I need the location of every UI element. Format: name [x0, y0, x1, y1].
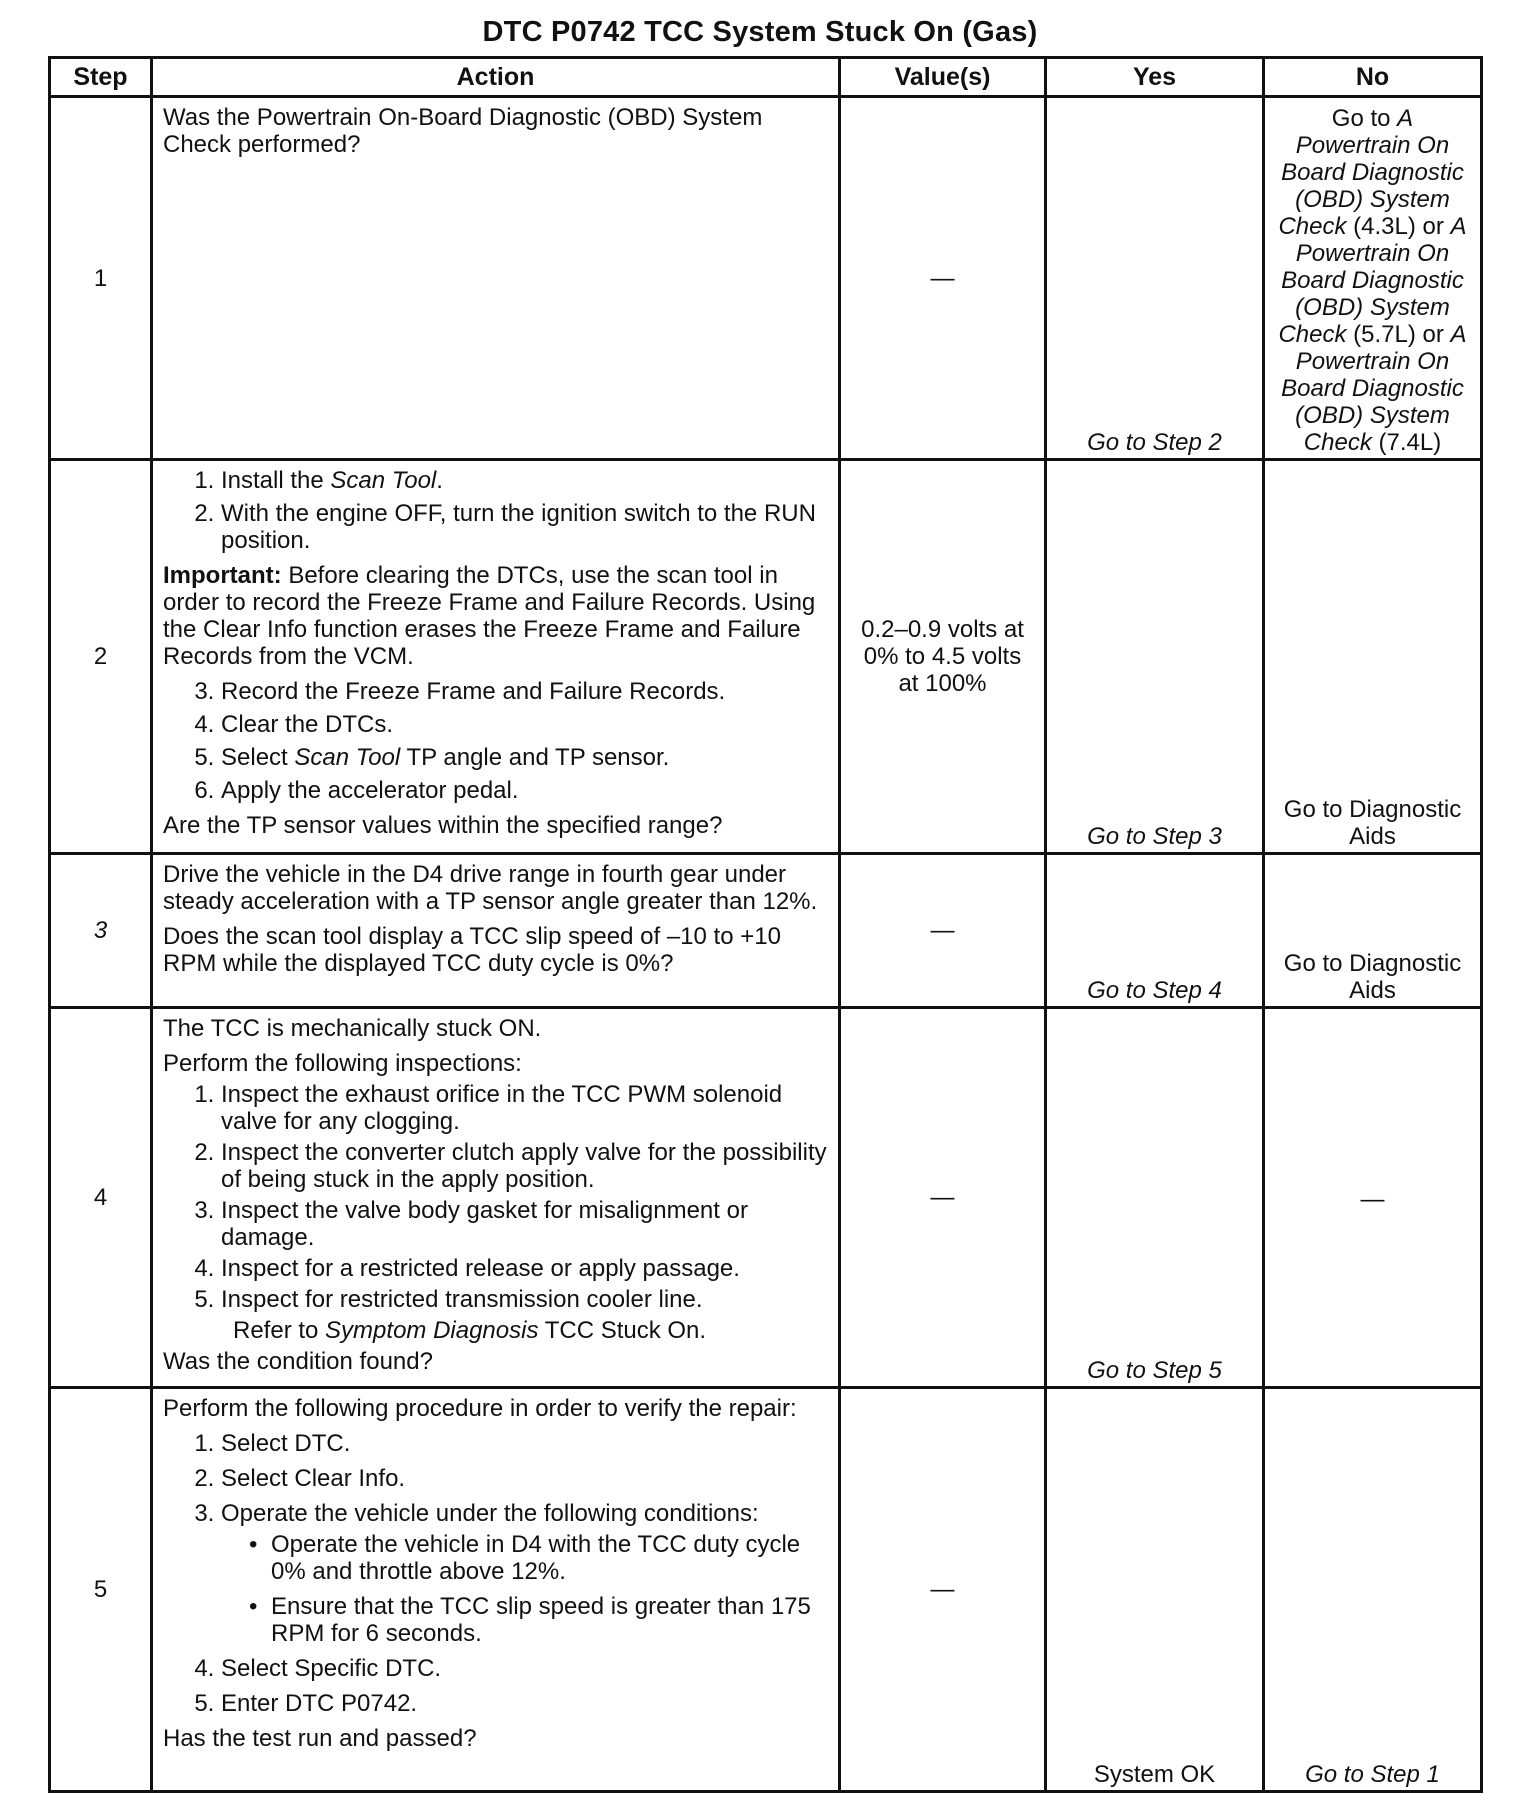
no-text: Go to	[1331, 105, 1398, 132]
symptom-diagnosis-link[interactable]: Symptom Diagnosis	[325, 1317, 539, 1344]
action-cell	[152, 460, 840, 854]
yes-cell	[1046, 97, 1264, 460]
table-header-row	[50, 58, 1482, 97]
value-cell: —	[840, 854, 1046, 1008]
list-item: 3. Inspect the valve body gasket for misalignment or damage.	[221, 1197, 828, 1251]
important-note: Important: Before clearing the DTCs, use the scan tool in order to record the Freeze Frame and Failure Records. Using the Clear Info function erases the Freeze Frame and Failure Records from the VCM.	[163, 562, 816, 670]
action-text: Perform the following inspections:	[163, 1050, 522, 1077]
no-text: (4.3L) or	[1346, 213, 1451, 240]
step-number: 5	[50, 1388, 152, 1792]
header-no: No	[1264, 58, 1482, 97]
header-step: Step	[50, 58, 152, 97]
question-text: Does the scan tool display a TCC slip speed of –10 to +10 RPM while the displayed TCC duty cycle is 0%?	[163, 923, 781, 977]
action-cell	[152, 1388, 840, 1792]
action-text: Perform the following procedure in order to verify the repair:	[163, 1395, 797, 1422]
procedure-list	[163, 1430, 828, 1647]
action-cell	[152, 97, 840, 460]
goto-link[interactable]: Go to Diagnostic Aids	[1283, 796, 1462, 850]
step-list	[163, 678, 828, 804]
document-title: DTC P0742 TCC System Stuck On (Gas)	[482, 16, 1038, 48]
refer-text: Refer to Symptom Diagnosis TCC Stuck On.	[233, 1317, 707, 1344]
list-item: 4. Clear the DTCs.	[221, 711, 828, 738]
header-values: Value(s)	[840, 58, 1046, 97]
question-text: Was the condition found?	[163, 1348, 433, 1375]
list-item: 4. Select Specific DTC.	[221, 1655, 828, 1682]
action-text: Drive the vehicle in the D4 drive range in fourth gear under steady acceleration with a TP sensor angle greater than 12%.	[163, 861, 818, 915]
diagnostic-table	[48, 56, 1483, 1793]
table-row	[50, 460, 1482, 854]
goto-link[interactable]: Go to Step 5	[1087, 1357, 1222, 1384]
procedure-link[interactable]: A Powertrain On Board Diagnostic (OBD) System Check	[1281, 321, 1467, 456]
no-cell	[1264, 97, 1482, 460]
no-text: (7.4L)	[1371, 429, 1442, 456]
table-row	[50, 1388, 1482, 1792]
no-cell: —	[1264, 1008, 1482, 1388]
list-item: 5. Inspect for restricted transmission cooler line.	[221, 1286, 828, 1313]
list-item: 5. Select Scan Tool TP angle and TP sensor.	[221, 744, 828, 771]
value-cell: —	[840, 1008, 1046, 1388]
result-text: System OK	[1093, 1761, 1216, 1788]
step-number: 1	[50, 97, 152, 460]
yes-cell	[1046, 1008, 1264, 1388]
table-row	[50, 1008, 1482, 1388]
goto-link[interactable]: Go to Step 4	[1087, 977, 1222, 1004]
procedure-list	[163, 1655, 828, 1717]
yes-cell	[1046, 854, 1264, 1008]
bullet-item: • Operate the vehicle in D4 with the TCC duty cycle 0% and throttle above 12%.	[249, 1531, 828, 1585]
yes-cell	[1046, 1388, 1264, 1792]
list-item: 1. Inspect the exhaust orifice in the TCC PWM solenoid valve for any clogging.	[221, 1081, 828, 1135]
list-item: 2. With the engine OFF, turn the ignition switch to the RUN position.	[221, 500, 828, 554]
table-row	[50, 854, 1482, 1008]
question-text: Has the test run and passed?	[163, 1725, 477, 1752]
inspection-list	[163, 1081, 828, 1313]
procedure-link[interactable]: A Powertrain On Board Diagnostic (OBD) System Check	[1278, 213, 1467, 348]
goto-link[interactable]: Go to Diagnostic Aids	[1283, 950, 1462, 1004]
header-yes: Yes	[1046, 58, 1264, 97]
no-cell	[1264, 460, 1482, 854]
step-number: 4	[50, 1008, 152, 1388]
header-action: Action	[152, 58, 840, 97]
value-cell: 0.2–0.9 volts at 0% to 4.5 volts at 100%	[840, 460, 1046, 854]
no-cell	[1264, 854, 1482, 1008]
action-cell	[152, 854, 840, 1008]
procedure-link[interactable]: A Powertrain On Board Diagnostic (OBD) System Check	[1278, 105, 1464, 240]
list-item: 4. Inspect for a restricted release or apply passage.	[221, 1255, 828, 1282]
goto-link[interactable]: Go to Step 1	[1305, 1761, 1440, 1788]
list-item: 2. Select Clear Info.	[221, 1465, 828, 1492]
condition-list	[221, 1531, 828, 1647]
step-number: 3	[50, 854, 152, 1008]
list-item: 3. Record the Freeze Frame and Failure Records.	[221, 678, 828, 705]
bullet-item: • Ensure that the TCC slip speed is greater than 175 RPM for 6 seconds.	[249, 1593, 828, 1647]
value-cell: —	[840, 97, 1046, 460]
goto-link[interactable]: Go to Step 3	[1087, 823, 1222, 850]
action-text: The TCC is mechanically stuck ON.	[163, 1015, 542, 1042]
goto-link[interactable]: Go to Step 2	[1087, 429, 1222, 456]
list-item: 5. Enter DTC P0742.	[221, 1690, 828, 1717]
list-item: 6. Apply the accelerator pedal.	[221, 777, 828, 804]
table-row	[50, 97, 1482, 460]
no-text: (5.7L) or	[1346, 321, 1451, 348]
yes-cell	[1046, 460, 1264, 854]
list-item: 2. Inspect the converter clutch apply valve for the possibility of being stuck in the apply position.	[221, 1139, 828, 1193]
list-item: 3. Operate the vehicle under the following conditions: • Operate the vehicle in D4 with the TCC duty cycle 0% and throttle above 12%. • Ensure that the TCC slip speed is greater than 175 RPM for 6 seconds.	[221, 1500, 828, 1647]
question-text: Are the TP sensor values within the specified range?	[163, 812, 723, 839]
list-item: 1. Select DTC.	[221, 1430, 828, 1457]
step-list	[163, 467, 828, 554]
no-cell	[1264, 1388, 1482, 1792]
action-cell	[152, 1008, 840, 1388]
step-number: 2	[50, 460, 152, 854]
list-item: 1. Install the Scan Tool.	[221, 467, 828, 494]
value-cell: —	[840, 1388, 1046, 1792]
action-text: Was the Powertrain On-Board Diagnostic (OBD) System Check performed?	[163, 104, 763, 158]
